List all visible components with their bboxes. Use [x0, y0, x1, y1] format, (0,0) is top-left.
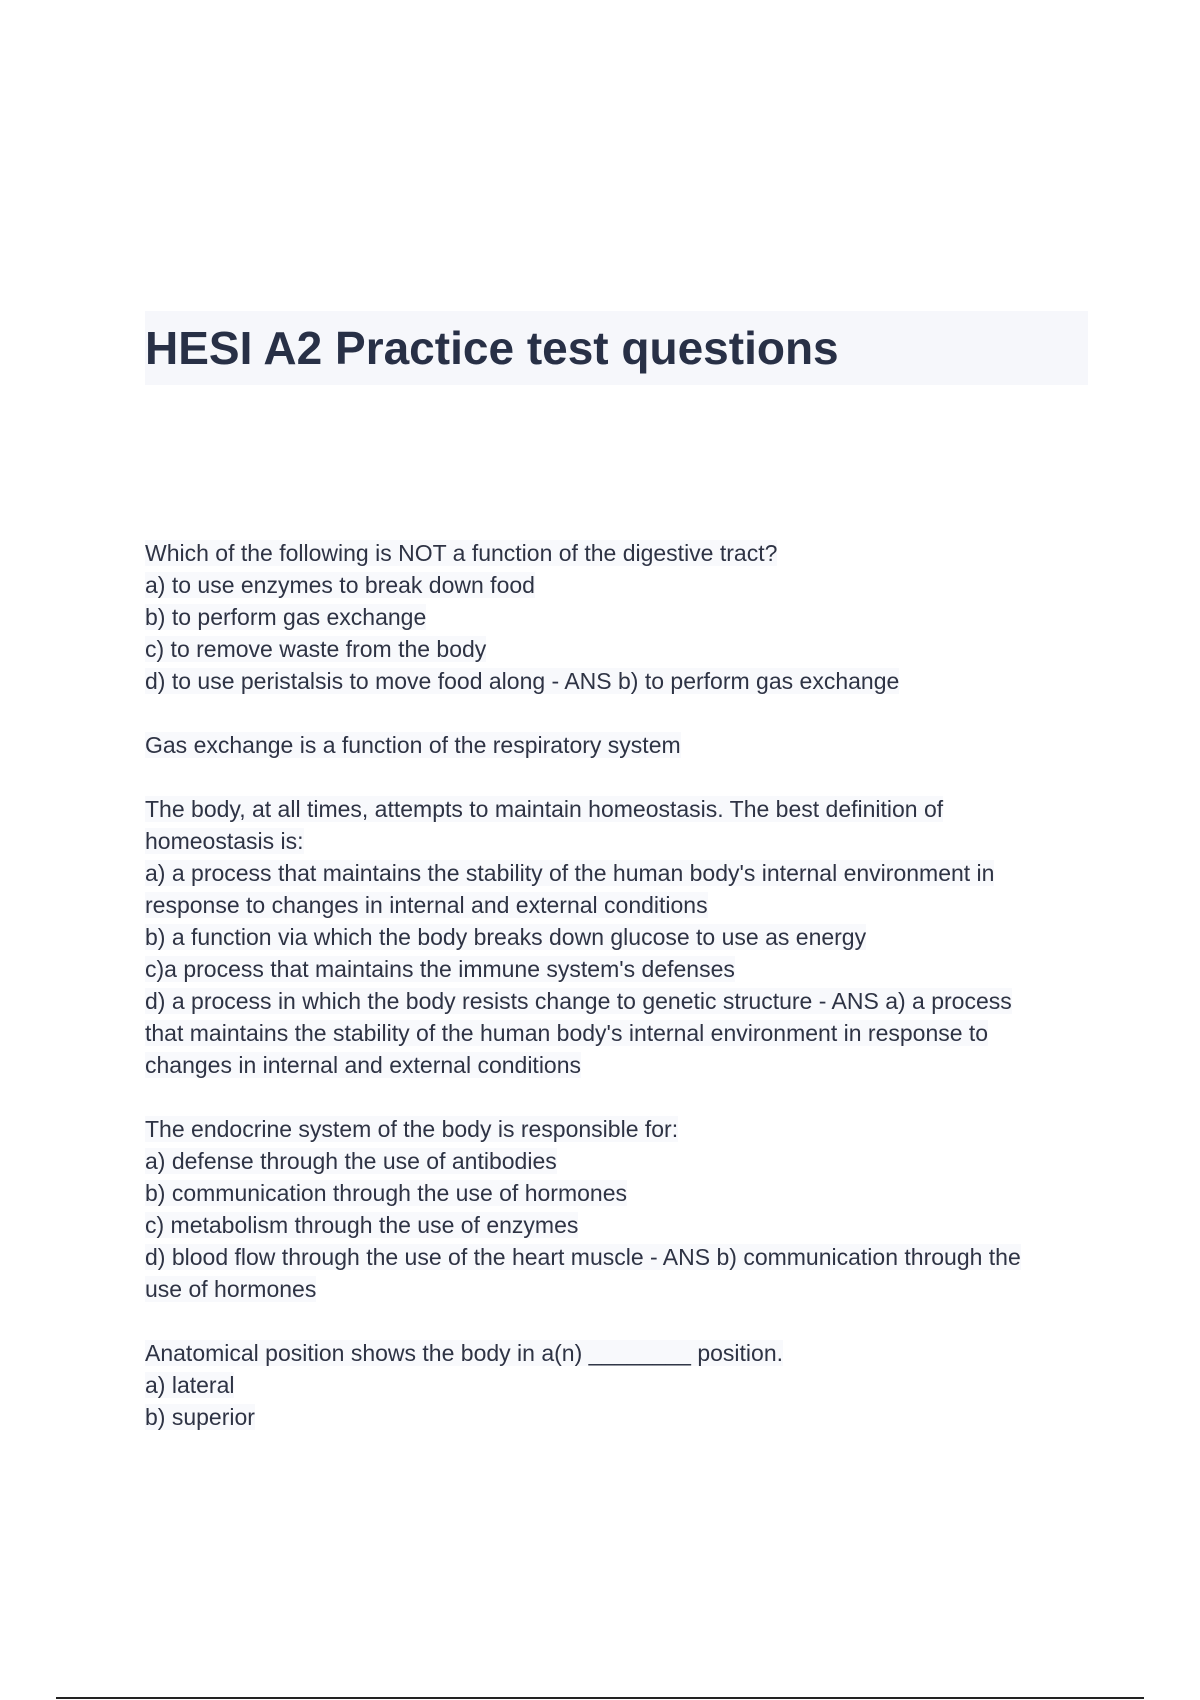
option-a: a) to use enzymes to break down food: [145, 572, 535, 598]
option-d-with-answer: d) to use peristalsis to move food along - ANS b) to perform gas exchange: [145, 668, 900, 694]
option-d-with-answer: use of hormones: [145, 1276, 317, 1302]
explanation-text: Gas exchange is a function of the respiratory system: [145, 732, 681, 758]
option-a: a) lateral: [145, 1372, 235, 1398]
option-a: a) a process that maintains the stability of the human body's internal environment in: [145, 860, 995, 886]
option-d-with-answer: d) blood flow through the use of the heart muscle - ANS b) communication through the: [145, 1244, 1021, 1270]
option-b: b) a function via which the body breaks down glucose to use as energy: [145, 924, 867, 950]
option-b: b) superior: [145, 1404, 255, 1430]
title-block: [145, 311, 1088, 385]
question-text: The body, at all times, attempts to maintain homeostasis. The best definition of: [145, 796, 944, 822]
spacer: [145, 1305, 1085, 1337]
question-text: The endocrine system of the body is responsible for:: [145, 1116, 679, 1142]
question-text: homeostasis is:: [145, 828, 304, 854]
question-3: [145, 1113, 1085, 1305]
question-1: [145, 537, 1085, 697]
question-4: [145, 1337, 1085, 1433]
document-content: [145, 537, 1085, 1433]
document-title: HESI A2 Practice test questions: [145, 322, 839, 374]
option-c: c) metabolism through the use of enzymes: [145, 1212, 579, 1238]
page-bottom-divider: [56, 1697, 1144, 1699]
option-c: c)a process that maintains the immune system's defenses: [145, 956, 735, 982]
option-a: a) defense through the use of antibodies: [145, 1148, 557, 1174]
spacer: [145, 761, 1085, 793]
option-d-with-answer: d) a process in which the body resists change to genetic structure - ANS a) a process: [145, 988, 1012, 1014]
option-c: c) to remove waste from the body: [145, 636, 487, 662]
option-b: b) to perform gas exchange: [145, 604, 427, 630]
question-text: Anatomical position shows the body in a(n) ________ position.: [145, 1340, 784, 1366]
option-d-with-answer: changes in internal and external conditions: [145, 1052, 582, 1078]
question-2: [145, 793, 1085, 1081]
spacer: [145, 1081, 1085, 1113]
question-text: Which of the following is NOT a function of the digestive tract?: [145, 540, 778, 566]
option-b: b) communication through the use of hormones: [145, 1180, 627, 1206]
option-d-with-answer: that maintains the stability of the human body's internal environment in response to: [145, 1020, 989, 1046]
option-a: response to changes in internal and external conditions: [145, 892, 708, 918]
spacer: [145, 697, 1085, 729]
